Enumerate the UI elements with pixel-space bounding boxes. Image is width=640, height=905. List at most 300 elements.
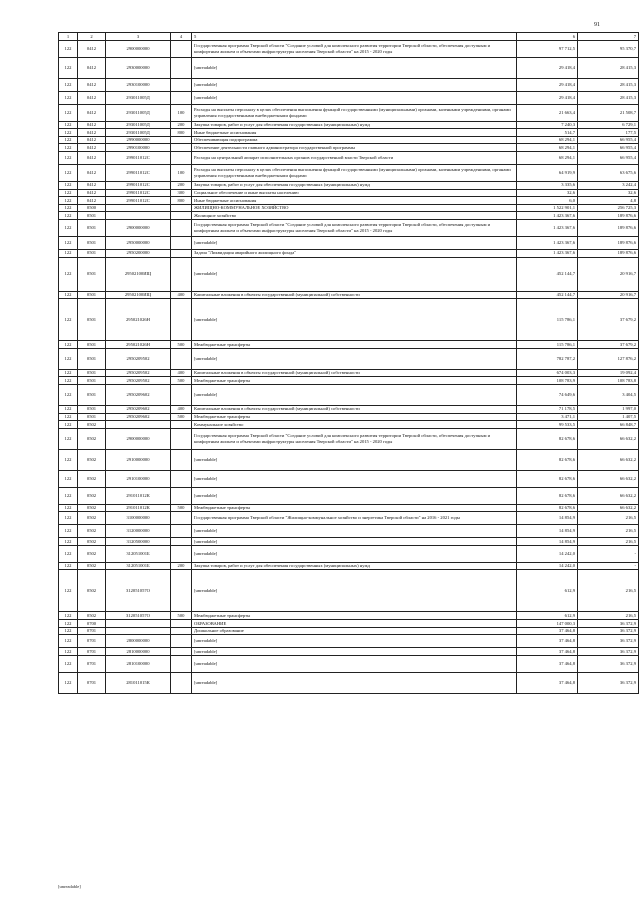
cell-plan-amount: 1 522 901,1 [517, 204, 578, 212]
cell-plan-amount: 68 294,1 [517, 144, 578, 152]
cell-executed-amount: 66 632,2 [578, 470, 639, 487]
cell-name: [unreadable] [192, 635, 517, 648]
cell-plan-amount: 108 783,9 [517, 377, 578, 385]
cell-name: Иные бюджетные ассигнования [192, 129, 517, 137]
table-row [59, 257, 639, 291]
cell-name: Закупка товаров, работ и услуг для обеспечения государственных (муниципальных) нужд [192, 121, 517, 129]
cell-expense-type: 500 [171, 341, 192, 349]
cell-section: 0501 [78, 257, 106, 291]
cell-plan-amount: 115 786,1 [517, 299, 578, 341]
cell-plan-amount: 514,7 [517, 129, 578, 137]
cell-chapter: 122 [59, 545, 78, 562]
cell-plan-amount: 37 464,8 [517, 627, 578, 635]
cell-expense-type [171, 655, 192, 672]
table-row [59, 121, 639, 129]
cell-section: 0501 [78, 236, 106, 249]
cell-name: [unreadable] [192, 57, 517, 78]
cell-target-article: 293011005Д [106, 121, 171, 129]
cell-name: [unreadable] [192, 78, 517, 91]
cell-target-article: 299011012С [106, 151, 171, 164]
cell-target-article: 299011012С [106, 189, 171, 197]
cell-chapter: 122 [59, 413, 78, 421]
cell-name: Задача "Ликвидация аварийного жилищного фонда" [192, 249, 517, 257]
cell-expense-type [171, 249, 192, 257]
table-row [59, 341, 639, 349]
cell-plan-amount: 1 423 367,6 [517, 219, 578, 236]
cell-section: 0412 [78, 136, 106, 144]
cell-chapter: 122 [59, 470, 78, 487]
cell-chapter: 122 [59, 181, 78, 189]
cell-plan-amount: 32,6 [517, 189, 578, 197]
cell-section: 0701 [78, 635, 106, 648]
cell-name: Закупка товаров, работ и услуг для обеспечения государственных (муниципальных) нужд [192, 562, 517, 570]
cell-name: Обеспечение деятельности главного администратора государственной программы [192, 144, 517, 152]
cell-plan-amount: 82 678,6 [517, 428, 578, 449]
cell-name: Государственная программа Тверской области "Создание условий для комплексного развития территории Тверской области, обеспечения доступным и комфортным жильем и объектами инфраструктуры населения Тверской области" на 2015 - 2020 годы [192, 219, 517, 236]
cell-name: [unreadable] [192, 449, 517, 470]
column-header-4: 4 [171, 33, 192, 41]
table-row [59, 181, 639, 189]
cell-section: 0412 [78, 164, 106, 181]
cell-chapter: 122 [59, 504, 78, 512]
cell-expense-type [171, 78, 192, 91]
cell-target-article: 2930000000 [106, 57, 171, 78]
cell-section: 0412 [78, 129, 106, 137]
cell-expense-type [171, 538, 192, 546]
cell-chapter: 122 [59, 104, 78, 121]
cell-expense-type: 400 [171, 369, 192, 377]
column-header-6: 6 [517, 33, 578, 41]
cell-target-article: 2900000000 [106, 219, 171, 236]
cell-chapter: 122 [59, 136, 78, 144]
cell-section: 0412 [78, 104, 106, 121]
cell-section: 0500 [78, 204, 106, 212]
cell-chapter: 122 [59, 562, 78, 570]
cell-section: 0412 [78, 78, 106, 91]
table-row [59, 197, 639, 205]
cell-section: 0502 [78, 512, 106, 525]
table-row [59, 104, 639, 121]
cell-target-article: 295021026Н [106, 299, 171, 341]
cell-expense-type [171, 512, 192, 525]
cell-target-article: 312051001Б [106, 562, 171, 570]
cell-section: 0502 [78, 570, 106, 612]
cell-executed-amount: 189 876,6 [578, 249, 639, 257]
table-row [59, 655, 639, 672]
cell-target-article: 3120500000 [106, 538, 171, 546]
cell-plan-amount: 29 418,4 [517, 78, 578, 91]
cell-target-article: 299011012С [106, 164, 171, 181]
table-row [59, 512, 639, 525]
cell-chapter: 122 [59, 428, 78, 449]
cell-expense-type: 500 [171, 377, 192, 385]
cell-target-article: 2990100000 [106, 144, 171, 152]
table-row [59, 421, 639, 429]
cell-expense-type: 500 [171, 413, 192, 421]
cell-target-article: 299011012С [106, 197, 171, 205]
cell-executed-amount: - [578, 545, 639, 562]
cell-target-article: 2910000000 [106, 449, 171, 470]
cell-target-article: 291011012К [106, 504, 171, 512]
cell-section: 0412 [78, 197, 106, 205]
column-header-3: 3 [106, 33, 171, 41]
cell-name: Жилищное хозяйство [192, 212, 517, 220]
cell-expense-type [171, 136, 192, 144]
cell-name: [unreadable] [192, 538, 517, 546]
cell-chapter: 122 [59, 291, 78, 299]
cell-name: Дошкольное образование [192, 627, 517, 635]
cell-executed-amount: 66 632,2 [578, 487, 639, 504]
cell-plan-amount: 3 335,6 [517, 181, 578, 189]
cell-name: Коммунальное хозяйство [192, 421, 517, 429]
cell-name: [unreadable] [192, 470, 517, 487]
cell-target-article: 2900000000 [106, 40, 171, 57]
table-row [59, 151, 639, 164]
cell-target-article [106, 627, 171, 635]
table-row [59, 212, 639, 220]
cell-expense-type [171, 672, 192, 693]
cell-target-article: 2950209502 [106, 348, 171, 369]
table-row [59, 91, 639, 104]
cell-expense-type: 200 [171, 121, 192, 129]
cell-executed-amount: 66 955,4 [578, 144, 639, 152]
cell-chapter: 122 [59, 212, 78, 220]
cell-chapter: 122 [59, 620, 78, 628]
cell-executed-amount: 1 997,0 [578, 405, 639, 413]
cell-target-article: 2950000000 [106, 236, 171, 249]
cell-plan-amount: 37 464,8 [517, 648, 578, 656]
page-number: 91 [594, 22, 600, 28]
cell-chapter: 122 [59, 219, 78, 236]
cell-expense-type [171, 91, 192, 104]
cell-chapter: 122 [59, 405, 78, 413]
cell-name: [unreadable] [192, 672, 517, 693]
cell-executed-amount: 66 955,4 [578, 136, 639, 144]
table-row [59, 648, 639, 656]
cell-target-article: 299011012С [106, 181, 171, 189]
cell-section: 0701 [78, 627, 106, 635]
cell-chapter: 122 [59, 249, 78, 257]
cell-executed-amount: 66 955,4 [578, 151, 639, 164]
cell-section: 0412 [78, 144, 106, 152]
cell-name: [unreadable] [192, 655, 517, 672]
cell-name: Обеспечивающая подпрограмма [192, 136, 517, 144]
column-number-header-row [59, 33, 639, 41]
cell-expense-type [171, 299, 192, 341]
cell-expense-type: 800 [171, 129, 192, 137]
table-body [59, 40, 639, 693]
cell-expense-type: 500 [171, 504, 192, 512]
cell-chapter: 122 [59, 164, 78, 181]
cell-chapter: 122 [59, 341, 78, 349]
cell-target-article [106, 620, 171, 628]
cell-chapter: 122 [59, 257, 78, 291]
cell-chapter: 122 [59, 348, 78, 369]
cell-expense-type: 100 [171, 104, 192, 121]
cell-name: Капитальные вложения в объекты государственной (муниципальной) собственности [192, 405, 517, 413]
cell-executed-amount: 189 876,6 [578, 219, 639, 236]
cell-executed-amount: 36 372,9 [578, 648, 639, 656]
cell-expense-type [171, 627, 192, 635]
table-row [59, 249, 639, 257]
cell-expense-type [171, 421, 192, 429]
table-row [59, 369, 639, 377]
table-row [59, 129, 639, 137]
cell-executed-amount: 37 679,2 [578, 299, 639, 341]
cell-expense-type [171, 620, 192, 628]
cell-expense-type [171, 57, 192, 78]
cell-plan-amount: 14 854,9 [517, 525, 578, 538]
cell-target-article: 3100000000 [106, 512, 171, 525]
cell-name: [unreadable] [192, 487, 517, 504]
cell-name: [unreadable] [192, 384, 517, 405]
table-row [59, 405, 639, 413]
cell-name: Государственная программа Тверской области "Жилищно-коммунальное хозяйство и энергетика Тверской области" на 2016 - 2021 годы [192, 512, 517, 525]
cell-expense-type: 500 [171, 612, 192, 620]
cell-executed-amount: 216,5 [578, 512, 639, 525]
cell-plan-amount: 21 663,4 [517, 104, 578, 121]
table-row [59, 144, 639, 152]
cell-name: [unreadable] [192, 545, 517, 562]
cell-plan-amount: 3 471,1 [517, 413, 578, 421]
cell-section: 0701 [78, 648, 106, 656]
cell-expense-type: 200 [171, 562, 192, 570]
cell-expense-type [171, 428, 192, 449]
cell-target-article: 293011005Д [106, 91, 171, 104]
cell-executed-amount: 177,5 [578, 129, 639, 137]
cell-chapter: 122 [59, 91, 78, 104]
cell-plan-amount: 612,9 [517, 612, 578, 620]
cell-expense-type [171, 40, 192, 57]
cell-chapter: 122 [59, 151, 78, 164]
cell-section: 0501 [78, 413, 106, 421]
cell-section: 0502 [78, 545, 106, 562]
table-row [59, 78, 639, 91]
cell-section: 0412 [78, 40, 106, 57]
cell-target-article: 2900000000 [106, 428, 171, 449]
cell-chapter: 122 [59, 204, 78, 212]
cell-section: 0502 [78, 612, 106, 620]
cell-chapter: 122 [59, 197, 78, 205]
cell-section: 0502 [78, 538, 106, 546]
cell-executed-amount: 36 372,9 [578, 655, 639, 672]
cell-section: 0412 [78, 181, 106, 189]
cell-plan-amount: 37 464,8 [517, 672, 578, 693]
cell-expense-type [171, 545, 192, 562]
cell-plan-amount: 14 242,0 [517, 562, 578, 570]
cell-target-article: 281011015К [106, 672, 171, 693]
cell-name: Межбюджетные трансферты [192, 341, 517, 349]
cell-target-article [106, 212, 171, 220]
cell-name: [unreadable] [192, 299, 517, 341]
cell-section: 0502 [78, 449, 106, 470]
cell-executed-amount: 37 679,2 [578, 341, 639, 349]
cell-plan-amount: 14 242,0 [517, 545, 578, 562]
cell-target-article: 2950209502 [106, 377, 171, 385]
cell-chapter: 122 [59, 648, 78, 656]
footer-file-path: [unreadable] [58, 884, 81, 889]
cell-target-article: 295021026Н [106, 341, 171, 349]
cell-executed-amount: 19 092,4 [578, 369, 639, 377]
cell-expense-type [171, 236, 192, 249]
cell-plan-amount: 74 649,6 [517, 384, 578, 405]
column-header-7: 7 [578, 33, 639, 41]
cell-section: 0501 [78, 299, 106, 341]
cell-chapter: 122 [59, 525, 78, 538]
cell-target-article: 2800000000 [106, 635, 171, 648]
cell-name: [unreadable] [192, 348, 517, 369]
cell-plan-amount: 82 678,6 [517, 470, 578, 487]
cell-target-article: 3120000000 [106, 525, 171, 538]
cell-name: Расходы на выплаты персоналу в целях обеспечения выполнения функций государственными (муниципальными) органами, казенными учреждениями, органами управления государственными внебюджетными фондами [192, 164, 517, 181]
cell-plan-amount: 14 854,9 [517, 512, 578, 525]
cell-section: 0502 [78, 470, 106, 487]
cell-target-article: 2950209502 [106, 369, 171, 377]
cell-expense-type [171, 470, 192, 487]
cell-executed-amount: 28 415,3 [578, 91, 639, 104]
cell-plan-amount: 68 294,1 [517, 136, 578, 144]
cell-section: 0502 [78, 504, 106, 512]
cell-executed-amount: 6 729,1 [578, 121, 639, 129]
cell-section: 0501 [78, 291, 106, 299]
cell-executed-amount: 216,5 [578, 525, 639, 538]
table-row [59, 413, 639, 421]
cell-name: [unreadable] [192, 648, 517, 656]
table-row [59, 635, 639, 648]
cell-chapter: 122 [59, 78, 78, 91]
cell-section: 0502 [78, 525, 106, 538]
cell-target-article: 293011005Д [106, 104, 171, 121]
cell-name: Расходы на центральный аппарат исполнительных органов государственной власти Тверской области [192, 151, 517, 164]
cell-plan-amount: 71 178,5 [517, 405, 578, 413]
cell-target-article: 2950209602 [106, 384, 171, 405]
cell-chapter: 122 [59, 40, 78, 57]
cell-executed-amount: 256 725,3 [578, 204, 639, 212]
cell-section: 0412 [78, 121, 106, 129]
cell-executed-amount: 20 916,7 [578, 257, 639, 291]
cell-chapter: 122 [59, 627, 78, 635]
cell-chapter: 122 [59, 512, 78, 525]
cell-executed-amount: 28 415,3 [578, 57, 639, 78]
cell-target-article: 29502100ИЩ [106, 291, 171, 299]
table-row [59, 291, 639, 299]
budget-table-container [58, 32, 636, 694]
cell-expense-type [171, 204, 192, 212]
cell-name: Межбюджетные трансферты [192, 413, 517, 421]
cell-executed-amount: 189 876,6 [578, 212, 639, 220]
cell-target-article: 2910100000 [106, 470, 171, 487]
cell-expense-type [171, 144, 192, 152]
cell-expense-type [171, 570, 192, 612]
cell-section: 0412 [78, 57, 106, 78]
cell-target-article: 2950209602 [106, 405, 171, 413]
cell-chapter: 122 [59, 538, 78, 546]
cell-expense-type [171, 212, 192, 220]
cell-name: [unreadable] [192, 525, 517, 538]
cell-expense-type [171, 525, 192, 538]
cell-section: 0502 [78, 562, 106, 570]
cell-plan-amount: 64 919,9 [517, 164, 578, 181]
cell-executed-amount: 66 848,7 [578, 421, 639, 429]
cell-plan-amount: 452 144,7 [517, 291, 578, 299]
cell-name: Государственная программа Тверской области "Создание условий для комплексного развития территории Тверской области, обеспечения доступным и комфортным жильем и объектами инфраструктуры населения Тверской области" на 2015 - 2020 годы [192, 40, 517, 57]
cell-name: [unreadable] [192, 257, 517, 291]
cell-chapter: 122 [59, 299, 78, 341]
table-row [59, 189, 639, 197]
cell-name: [unreadable] [192, 91, 517, 104]
cell-executed-amount: 216,5 [578, 612, 639, 620]
cell-name: Капитальные вложения в объекты государственной (муниципальной) собственности [192, 369, 517, 377]
cell-expense-type [171, 635, 192, 648]
cell-name: [unreadable] [192, 570, 517, 612]
cell-plan-amount: 1 423 367,6 [517, 212, 578, 220]
cell-expense-type: 300 [171, 189, 192, 197]
cell-plan-amount: 37 464,8 [517, 635, 578, 648]
cell-name: Межбюджетные трансферты [192, 504, 517, 512]
cell-section: 0701 [78, 672, 106, 693]
cell-executed-amount: 36 372,9 [578, 672, 639, 693]
table-row [59, 487, 639, 504]
cell-plan-amount: 82 678,6 [517, 487, 578, 504]
cell-executed-amount: 36 372,9 [578, 635, 639, 648]
table-row [59, 570, 639, 612]
cell-plan-amount: 674 003,3 [517, 369, 578, 377]
table-row [59, 504, 639, 512]
table-row [59, 428, 639, 449]
cell-chapter: 122 [59, 421, 78, 429]
cell-plan-amount: 37 464,8 [517, 655, 578, 672]
cell-target-article: 2810100000 [106, 655, 171, 672]
cell-expense-type [171, 348, 192, 369]
cell-target-article: 312051057О [106, 612, 171, 620]
cell-chapter: 122 [59, 449, 78, 470]
cell-section: 0501 [78, 348, 106, 369]
cell-chapter: 122 [59, 129, 78, 137]
cell-expense-type [171, 384, 192, 405]
cell-section: 0501 [78, 384, 106, 405]
cell-name: Межбюджетные трансферты [192, 377, 517, 385]
cell-target-article: 2950200000 [106, 249, 171, 257]
table-row [59, 57, 639, 78]
cell-executed-amount: 127 876,2 [578, 348, 639, 369]
cell-executed-amount: - [578, 562, 639, 570]
cell-target-article: 2810000000 [106, 648, 171, 656]
table-row [59, 449, 639, 470]
cell-plan-amount: 68 294,1 [517, 151, 578, 164]
table-row [59, 40, 639, 57]
table-row [59, 525, 639, 538]
cell-expense-type: 400 [171, 291, 192, 299]
cell-name: Расходы на выплаты персоналу в целях обеспечения выполнения функций государственными (муниципальными) органами, казенными учреждениями, органами управления государственными внебюджетными фондами [192, 104, 517, 121]
cell-section: 0501 [78, 377, 106, 385]
cell-chapter: 122 [59, 377, 78, 385]
column-header-2: 2 [78, 33, 106, 41]
cell-section: 0501 [78, 249, 106, 257]
cell-target-article: 2990000000 [106, 136, 171, 144]
table-row [59, 672, 639, 693]
cell-expense-type: 800 [171, 197, 192, 205]
cell-plan-amount: 452 144,7 [517, 257, 578, 291]
cell-executed-amount: 66 632,2 [578, 449, 639, 470]
cell-expense-type [171, 151, 192, 164]
cell-section: 0700 [78, 620, 106, 628]
cell-executed-amount: 216,5 [578, 538, 639, 546]
cell-chapter: 122 [59, 189, 78, 197]
table-row [59, 136, 639, 144]
cell-name: Межбюджетные трансферты [192, 612, 517, 620]
cell-executed-amount: 32,6 [578, 189, 639, 197]
cell-plan-amount: 612,9 [517, 570, 578, 612]
